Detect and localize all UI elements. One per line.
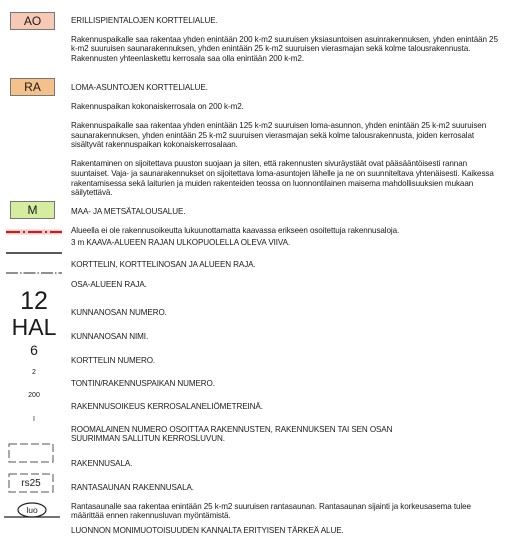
sauna-area-code: rs25 [21, 477, 41, 489]
sub-area-boundary-line-symbol [6, 268, 62, 278]
nature-area-code: luo [26, 505, 38, 515]
zone-code: AO [23, 14, 42, 28]
zone-symbol-m [10, 201, 55, 219]
legend-heading: ERILLISPIENTALOJEN KORTTELIALUE. [71, 15, 218, 25]
district-number-symbol [6, 288, 62, 314]
legend-description: Rakennuspaikalle saa rakentaa yhden enintään 200 k-m2 suuruisen yksiasuntoisen asuinrakennuksen, yhden enintään 25 k-m2 suuruisen saunarakennuksen, yhden enintään 25 k-m2 suuruisen vierasmajan sekä kolme talousrakennusta. Rakennusten yhteenlaskettu kerrosala saa olla enintään 200 k-m2. [71, 34, 498, 63]
building-right-symbol [6, 389, 62, 401]
district-number: 12 [20, 286, 48, 315]
zone-code: RA [24, 80, 41, 94]
building-area-symbol [8, 442, 56, 464]
legend-heading: ROOMALAINEN NUMERO OSOITTAA RAKENNUSTEN, RAKENNUKSEN TAI SEN OSAN SUURIMMAN SALLITUN KERROSLUVUN. [71, 424, 393, 444]
legend-heading: MAA- JA METSÄTALOUSALUE. [71, 206, 186, 216]
plan-boundary-3m-line-symbol [6, 226, 62, 238]
legend-heading: RAKENNUSALA. [71, 458, 133, 468]
block-number-symbol [6, 341, 62, 359]
legend-heading: KORTTELIN NUMERO. [71, 355, 156, 365]
legend-heading: 3 m KAAVA-ALUEEN RAJAN ULKOPUOLELLA OLEVA VIIVA. [71, 237, 291, 247]
legend-heading: LUONNON MONIMUOTOISUUDEN KANNALTA ERITYISEN TÄRKEÄ ALUE. [71, 525, 344, 535]
zone-symbol-ra [10, 78, 55, 96]
sauna-area-symbol [8, 476, 54, 490]
plot-number: 2 [32, 368, 36, 376]
zone-code: M [27, 203, 38, 217]
legend-heading: RANTASAUNAN RAKENNUSALA. [71, 482, 194, 492]
zone-symbol-ao [10, 12, 55, 30]
legend-text-ao [71, 6, 501, 73]
nature-area-symbol [18, 503, 46, 517]
legend-description: Rantasaunalle saa rakentaa enintään 25 k-m2 suuruisen rantasaunan. Rantasaunan sijainti ja korkeusasema tulee määrittää ennen rakennusluvan myöntämistä. [71, 501, 471, 521]
plot-number-symbol [6, 366, 62, 378]
legend-text-sub-area-boundary [71, 270, 501, 299]
legend-heading: KUNNANOSAN NUMERO. [71, 307, 167, 317]
legend-heading: TONTIN/RAKENNUSPAIKAN NUMERO. [71, 378, 215, 388]
legend-text-floor-count [71, 415, 421, 453]
district-name: HAL [11, 313, 57, 340]
district-name-symbol [6, 314, 62, 340]
building-right: 200 [28, 391, 40, 399]
legend-heading: KUNNANOSAN NIMI. [71, 331, 149, 341]
legend-description: Rakennuspaikan kokonaiskerrosala on 200 k-m2. [71, 101, 244, 111]
legend-heading: KORTTELIN, KORTTELINOSAN JA ALUEEN RAJA. [71, 259, 256, 269]
roman-numeral-symbol [6, 413, 62, 425]
legend-text-nature-area [71, 516, 501, 545]
legend-heading: OSA-ALUEEN RAJA. [71, 279, 147, 289]
block-number: 6 [30, 342, 38, 358]
legend-description: Rakennuspaikalle saa rakentaa yhden enintään 125 k-m2 suuruisen loma-asunnon, yhden enintään 25 k-m2 suuruisen saunarakennuksen, yhden enintään 25 k-m2 suuruisen vierasmajan sekä kolme talousrakennusta, joiden kerrosalat sisältyvät rakennuspaikan kokonaiskerrosalaan. [71, 120, 487, 150]
legend-description: Rakentaminen on sijoitettava puuston suojaan ja siten, että rakennusten sivuräystäät ovat pääsääntöisesti rannan suuntaiset. Vaja- ja saunarakennukset on sijoitettava loma-asuntojen lähelle ja ne on suunniteltava yhtenäisesti. Kaikessa rakentamisessa sekä laiturien ja muiden rakenteiden teossa on luonnontilainen maisema mahdollisuuksien mukaan säilytettävä. [71, 159, 494, 198]
legend-heading: LOMA-ASUNTOJEN KORTTELIALUE. [71, 82, 208, 92]
legend-description: Alueella ei ole rakennusoikeutta lukuunottamatta kaavassa erikseen osoitettuja rakennusaloja. [71, 225, 400, 235]
floor-count: I [33, 415, 35, 423]
legend-heading: RAKENNUSOIKEUS KERROSALANELIÖMETREINÄ. [71, 401, 263, 411]
legend-text-ra [71, 73, 501, 207]
block-boundary-line-symbol [6, 248, 62, 258]
